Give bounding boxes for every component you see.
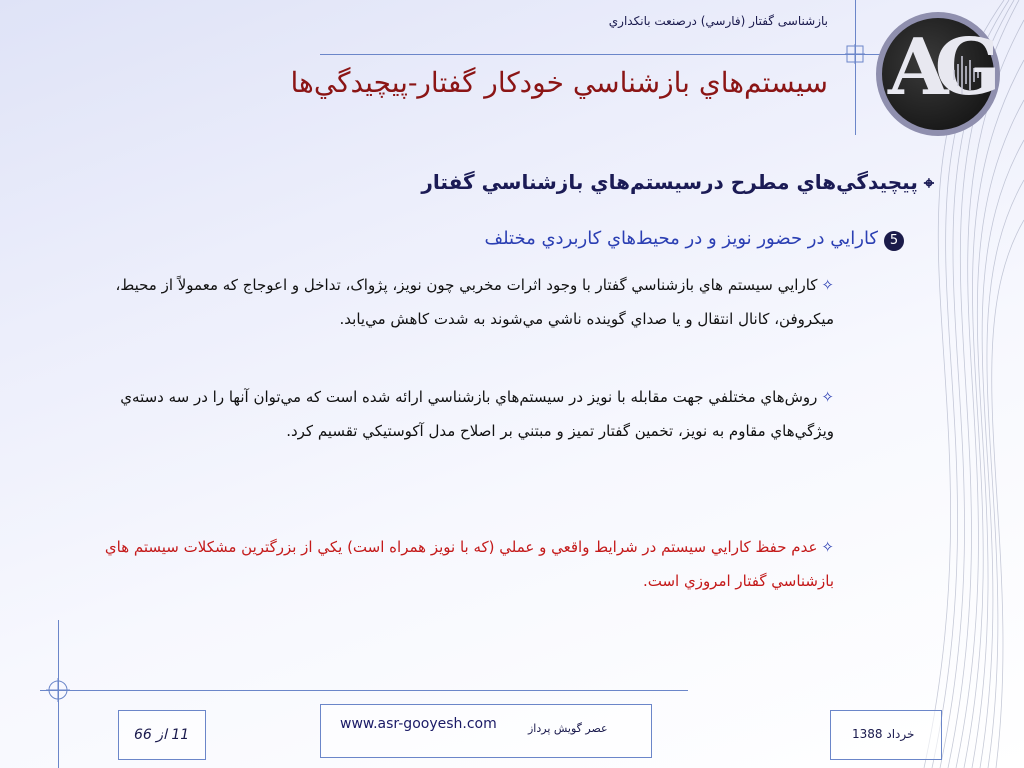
paragraph-2	[74, 380, 834, 448]
page-number: 11 از 66	[134, 727, 190, 743]
main-bullet-text: پيچيدگي‌هاي مطرح درسيستم‌هاي بازشناسي گفتار	[421, 170, 918, 194]
paragraph-text: روش‌هاي مختلفي جهت مقابله با نويز در سيستم‌هاي بازشناسي ارائه شده است که مي‌توان آنها را در سه دسته‌ي ويژگي‌هاي مقاوم به نويز، تخمين گفتار تميز و مبتني بر اصلاح مدل آکوستيکي تقسيم کرد.	[120, 388, 834, 440]
footer-crosshair-icon	[46, 678, 70, 702]
star-bullet-icon: ✧	[821, 538, 834, 556]
website-link[interactable]: www.asr-gooyesh.com	[340, 716, 497, 732]
paragraph-text: کارايي سيستم هاي بازشناسي گفتار با وجود اثرات مخربي چون نويز، پژواک، تداخل و اعوجاج که معمولاً از محيط، ميکروفن، کانال انتقال و يا صداي گوينده ناشي مي‌شوند به شدت کاهش مي‌يابد.	[115, 276, 834, 328]
star-bullet-icon: ✧	[821, 388, 834, 406]
sub-heading	[484, 228, 904, 251]
header-subtitle: بازشناسی گفتار (فارسي) درصنعت بانکداري	[608, 14, 828, 28]
main-bullet	[421, 170, 934, 194]
crosshair-bullet-icon: ⌖	[923, 173, 934, 194]
footer-date: خرداد 1388	[852, 727, 915, 741]
company-name: عصر گويش پرداز	[528, 722, 608, 735]
paragraph-text: عدم حفظ کارايي سيستم در شرايط واقعي و عملي (که با نويز همراه است) يکي از بزرگترين مشکلات سيستم هاي بازشناسي گفتار امروزي است.	[104, 538, 834, 590]
paragraph-1	[74, 268, 834, 336]
number-badge: 5	[884, 231, 904, 251]
slide-title: سيستم‌هاي بازشناسي خودکار گفتار-پيچيدگي‌ها	[290, 66, 828, 99]
star-bullet-icon: ✧	[821, 276, 834, 294]
header-crosshair-icon	[845, 44, 865, 64]
sub-heading-text: کارايي در حضور نويز و در محيط‌هاي کاربردي مختلف	[484, 228, 878, 249]
paragraph-3-highlight	[74, 530, 834, 598]
logo-letters: AG	[888, 22, 988, 113]
header-divider-line	[320, 54, 880, 55]
logo-waveform-icon	[950, 50, 986, 100]
footer-divider-line	[40, 690, 688, 691]
header-vertical-line	[855, 0, 856, 135]
